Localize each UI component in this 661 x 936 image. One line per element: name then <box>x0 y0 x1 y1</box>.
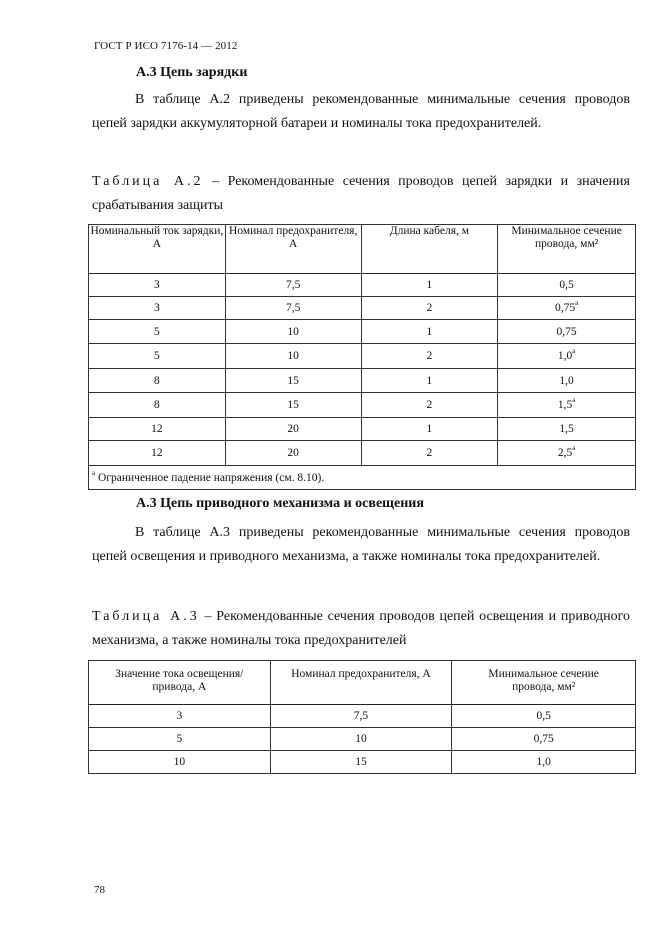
cell: 0,5 <box>452 705 636 728</box>
table-header-row <box>89 225 636 274</box>
cell: 2 <box>361 344 498 369</box>
cell: 20 <box>225 441 361 466</box>
footnote-mark: a <box>572 444 576 452</box>
table-row <box>89 418 636 441</box>
table-row <box>89 297 636 320</box>
header-cell: Длина кабеля, м <box>361 225 498 274</box>
table-row <box>89 393 636 418</box>
table-row <box>89 274 636 297</box>
table-row <box>89 751 636 774</box>
cell: 1 <box>361 274 498 297</box>
cell: 0,75 <box>452 728 636 751</box>
caption-text: – Рекомендованные сечения проводов цепей зарядки и значения срабатывания защиты <box>92 174 630 213</box>
header-cell: Номинал предохранителя, А <box>225 225 361 274</box>
paragraph-charging: В таблице А.2 приведены рекомендованные минимальные сечения проводов цепей зарядки аккумуляторной батареи и номиналы тока предохранителей. <box>92 92 630 131</box>
cell: 15 <box>270 751 452 774</box>
cell-value: 1,0 <box>557 350 573 362</box>
footnote-mark: a <box>572 347 576 355</box>
caption-label: Таблица А.3 <box>92 609 200 624</box>
cell <box>498 274 636 297</box>
header-cell: Номинальный ток зарядки, А <box>89 225 226 274</box>
footnote-mark: a <box>575 299 579 307</box>
cell <box>498 320 636 344</box>
cell-value: 1,5 <box>557 399 573 411</box>
cell-value: 0,5 <box>559 279 574 291</box>
header-cell: Номинал предохранителя, А <box>270 661 452 705</box>
table-row <box>89 728 636 751</box>
cell-value: 2,5 <box>557 447 573 459</box>
table-caption-a2 <box>92 170 630 218</box>
caption-text: – Рекомендованные сечения проводов цепей освещения и приводного механизма, а также номиналы тока предохранителей <box>92 609 630 648</box>
cell: 5 <box>89 728 271 751</box>
cell <box>498 297 636 320</box>
document-header: ГОСТ Р ИСО 7176-14 — 2012 <box>94 40 238 52</box>
cell: 3 <box>89 705 271 728</box>
header-cell: Значение тока освещения/привода, А <box>89 661 271 705</box>
table-caption-a3 <box>92 605 630 653</box>
section-title-charging: А.3 Цепь зарядки <box>136 65 248 80</box>
cell: 1 <box>361 320 498 344</box>
cell: 7,5 <box>270 705 452 728</box>
cell: 2 <box>361 441 498 466</box>
note-text: Ограниченное падение напряжения (см. 8.10). <box>95 471 325 484</box>
cell: 5 <box>89 344 226 369</box>
table-row <box>89 705 636 728</box>
cell: 8 <box>89 393 226 418</box>
cell: 7,5 <box>225 297 361 320</box>
table-a3 <box>88 660 636 774</box>
cell: 10 <box>225 344 361 369</box>
cell: 10 <box>89 751 271 774</box>
cell-value: 0,75 <box>556 325 577 338</box>
cell: 12 <box>89 441 226 466</box>
table-header-row <box>89 661 636 705</box>
table-row <box>89 344 636 369</box>
cell: 2 <box>361 297 498 320</box>
section-title-drive: А.3 Цепь приводного механизма и освещения <box>136 496 424 511</box>
cell: 1 <box>361 418 498 441</box>
cell: 8 <box>89 369 226 393</box>
cell: 12 <box>89 418 226 441</box>
cell-value: 0,75 <box>554 302 576 314</box>
cell: 10 <box>225 320 361 344</box>
cell: 7,5 <box>225 274 361 297</box>
cell-value: 1,0 <box>559 374 574 387</box>
cell: 2 <box>361 393 498 418</box>
cell <box>498 369 636 393</box>
header-cell: Минимальное сечение провода, мм² <box>452 661 636 705</box>
footnote-mark: a <box>572 396 576 404</box>
cell: 10 <box>270 728 452 751</box>
table-row <box>89 369 636 393</box>
cell <box>498 418 636 441</box>
paragraph-drive: В таблице А.3 приведены рекомендованные минимальные сечения проводов цепей освещения и приводного механизма, а также номиналы тока предохранителей. <box>92 525 630 564</box>
caption-label: Таблица А.2 <box>92 174 204 189</box>
cell: 1 <box>361 369 498 393</box>
cell: 15 <box>225 369 361 393</box>
cell: 3 <box>89 297 226 320</box>
table-row <box>89 320 636 344</box>
cell <box>498 441 636 466</box>
cell: 15 <box>225 393 361 418</box>
cell <box>498 344 636 369</box>
table-row <box>89 441 636 466</box>
cell: 5 <box>89 320 226 344</box>
table-note-row <box>89 466 636 490</box>
cell <box>498 393 636 418</box>
cell: 20 <box>225 418 361 441</box>
page-number: 78 <box>94 884 105 896</box>
header-cell: Минимальное сечение провода, мм² <box>498 225 636 274</box>
cell: 1,0 <box>452 751 636 774</box>
table-a2 <box>88 224 636 490</box>
cell: 3 <box>89 274 226 297</box>
cell-value: 1,5 <box>559 423 574 435</box>
table-note <box>89 466 636 490</box>
footnote-mark: a <box>92 468 96 477</box>
